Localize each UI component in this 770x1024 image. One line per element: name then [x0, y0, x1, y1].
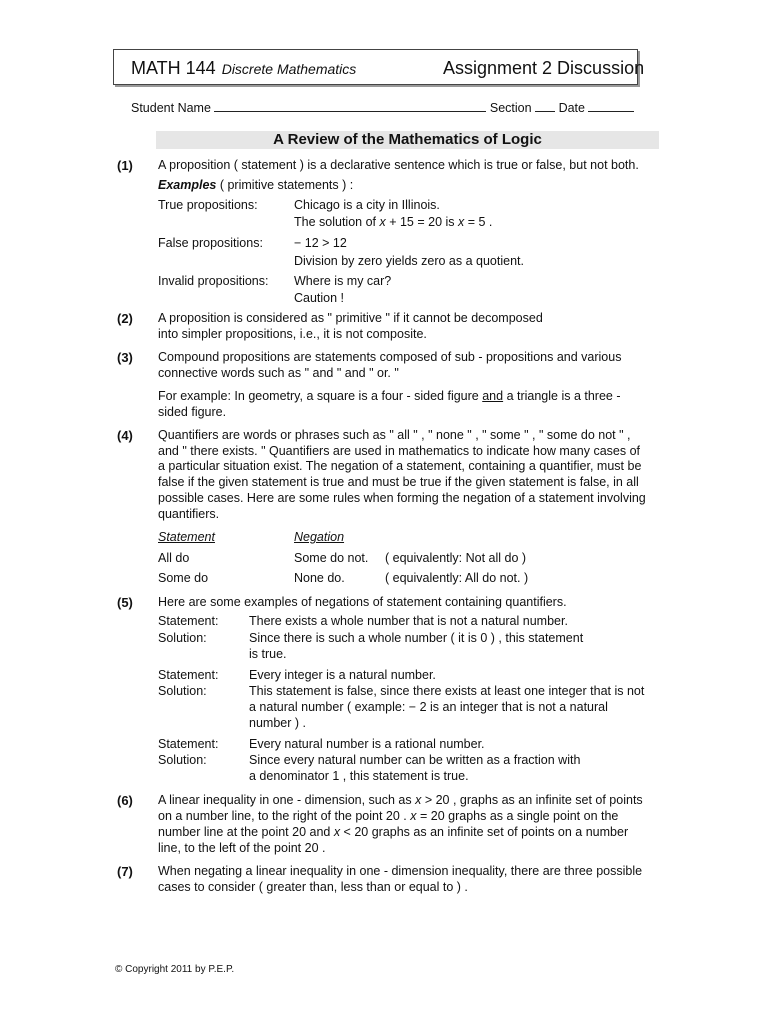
s6-l4: line, to the left of the point 20 . [158, 841, 326, 855]
course-code: MATH 144 [131, 58, 216, 78]
s3-ex2: sided figure. [158, 405, 227, 419]
e2-solution-label: Solution: [158, 684, 207, 698]
col-statement-header: Statement [158, 530, 215, 544]
false-1: − 12 > 12 [294, 236, 347, 250]
course-title [131, 58, 356, 79]
invalid-1: Where is my car? [294, 274, 392, 288]
e1-statement-label: Statement: [158, 614, 219, 628]
e2-sol3: number ) . [249, 716, 306, 730]
e3-solution-label: Solution: [158, 753, 207, 767]
r1-statement: All do [158, 551, 190, 565]
true-label: True propositions: [158, 198, 258, 212]
s6-l1: A linear inequality in one - dimension, such as x > 20 , graphs as an infinite set of points [158, 793, 643, 807]
s7-l1: When negating a linear inequality in one - dimension inequality, there are three possible [158, 864, 643, 878]
s4-l1: Quantifiers are words or phrases such as " all " , " none " , " some " , " some do not " , [158, 428, 631, 442]
r2-equiv: ( equivalently: All do not. ) [385, 571, 529, 585]
s3-l1: Compound propositions are statements composed of sub - propositions and various [158, 350, 622, 364]
s1-intro: A proposition ( statement ) is a declarative sentence which is true or false, but not both. [158, 158, 639, 172]
s6-l2: on a number line, to the right of the point 20 . x = 20 graphs as a single point on the [158, 809, 619, 823]
student-line [131, 100, 634, 115]
true-2: The solution of x + 15 = 20 is x = 5 . [294, 215, 493, 229]
s2-l1: A proposition is considered as " primitive " if it cannot be decomposed [158, 311, 543, 325]
date-blank[interactable] [588, 100, 634, 112]
s1-examples: Examples ( primitive statements ) : [158, 178, 354, 192]
e2-statement-label: Statement: [158, 668, 219, 682]
false-label: False propositions: [158, 236, 263, 250]
examples-label: Examples [158, 178, 217, 192]
s4-l2: and " there exists. " Quantifiers are used in mathematics to indicate how many cases of [158, 444, 641, 458]
s7-l2: cases to consider ( greater than, less than or equal to ) . [158, 880, 468, 894]
item-number-5: (5) [117, 595, 133, 610]
s6-l3: number line at the point 20 and x < 20 graphs as an infinite set of points on a number [158, 825, 629, 839]
student-name-label: Student Name [131, 101, 211, 115]
e1-solution-label: Solution: [158, 631, 207, 645]
s4-l5: possible cases. Here are some rules when forming the negation of a statement involving [158, 491, 646, 505]
false-2: Division by zero yields zero as a quotient. [294, 254, 524, 268]
s4-l4: false if the given statement is true and must be true if the given statement is false, in all [158, 475, 639, 489]
e2-sol1: This statement is false, since there exists at least one integer that is not [249, 684, 645, 698]
course-subtitle: Discrete Mathematics [221, 61, 357, 77]
item-number-4: (4) [117, 428, 133, 443]
invalid-label: Invalid propositions: [158, 274, 269, 288]
r2-negation: None do. [294, 571, 345, 585]
col-negation-header: Negation [294, 530, 345, 544]
r1-negation: Some do not. [294, 551, 369, 565]
item-number-3: (3) [117, 350, 133, 365]
section-blank[interactable] [535, 100, 555, 112]
assignment-title: Assignment 2 Discussion [443, 58, 645, 78]
e2-sol2: a natural number ( example: − 2 is an integer that is not a natural [249, 700, 608, 714]
item-number-2: (2) [117, 311, 133, 326]
copyright-footer: © Copyright 2011 by P.E.P. [115, 964, 235, 975]
e3-statement-label: Statement: [158, 737, 219, 751]
invalid-2: Caution ! [294, 291, 345, 305]
item-number-7: (7) [117, 864, 133, 879]
s5-intro: Here are some examples of negations of statement containing quantifiers. [158, 595, 567, 609]
true-1: Chicago is a city in Illinois. [294, 198, 440, 212]
date-label: Date [558, 101, 585, 115]
s3-l2: connective words such as " and " and " or. " [158, 366, 399, 380]
r1-equiv: ( equivalently: Not all do ) [385, 551, 527, 565]
e3-sol2: a denominator 1 , this statement is true. [249, 769, 469, 783]
e1-sol2: is true. [249, 647, 287, 661]
e1-statement: There exists a whole number that is not a natural number. [249, 614, 568, 628]
s2-l2: into simpler propositions, i.e., it is not composite. [158, 327, 427, 341]
s3-ex1: For example: In geometry, a square is a four - sided figure and a triangle is a three - [158, 389, 621, 403]
page-title: A Review of the Mathematics of Logic [273, 131, 542, 148]
e1-sol1: Since there is such a whole number ( it is 0 ) , this statement [249, 631, 584, 645]
s4-l6: quantifiers. [158, 507, 220, 521]
item-number-1: (1) [117, 158, 133, 173]
e3-statement: Every natural number is a rational number. [249, 737, 485, 751]
student-name-blank[interactable] [214, 100, 486, 112]
r2-statement: Some do [158, 571, 209, 585]
section-label: Section [489, 101, 532, 115]
item-number-6: (6) [117, 793, 133, 808]
e2-statement: Every integer is a natural number. [249, 668, 436, 682]
s4-l3: a particular situation exist. The negation of a statement, containing a quantifier, must be [158, 459, 642, 473]
e3-sol1: Since every natural number can be written as a fraction with [249, 753, 581, 767]
